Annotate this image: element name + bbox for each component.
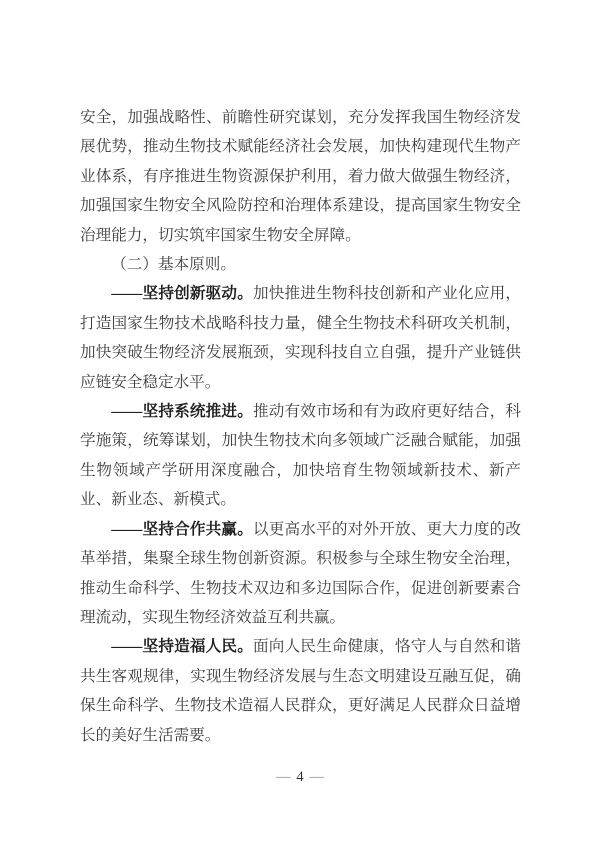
page-footer <box>0 766 600 788</box>
body-paragraph-continuation: 安全，加强战略性、前瞻性研究谋划，充分发挥我国生物经济发展优势，推动生物技术赋能经济社会发展，加快构建现代生物产业体系，有序推进生物资源保护利用，着力做大做强生物经济，加强国家生物安全风险防控和治理体系建设，提高国家生物安全治理能力，切实筑牢国家生物安全屏障。 <box>80 109 521 244</box>
principle-lead-innovation: ——坚持创新驱动。 <box>111 285 253 303</box>
principle-paragraph-people <box>80 632 521 750</box>
principle-text-innovation: 加快推进生物科技创新和产业化应用，打造国家生物技术战略科技力量，健全生物技术科研攻关机制，加快突破生物经济发展瓶颈，实现科技自立自强，提升产业链供应链安全稳定水平。 <box>80 285 521 391</box>
footer-dash-right: — <box>309 769 325 785</box>
principle-text-people: 面向人民生命健康，恪守人与自然和谐共生客观规律，实现生物经济发展与生态文明建设互融互促，确保生命科学、生物技术造福人民群众，更好满足人民群众日益增长的美好生活需要。 <box>80 638 521 744</box>
principle-paragraph-systematic <box>80 397 521 515</box>
page-number: 4 <box>296 769 304 785</box>
principle-lead-cooperation: ——坚持合作共赢。 <box>111 520 253 538</box>
principle-paragraph-cooperation <box>80 515 521 633</box>
principle-paragraph-innovation <box>80 279 521 397</box>
principle-text-cooperation: 以更高水平的对外开放、更大力度的改革举措，集聚全球生物创新资源。积极参与全球生物安全治理，推动生命科学、生物技术双边和多边国际合作，促进创新要素合理流动，实现生物经济效益互利共赢。 <box>80 520 521 626</box>
principle-lead-people: ——坚持造福人民。 <box>111 638 253 656</box>
section-heading: （二）基本原则。 <box>111 256 236 274</box>
principle-lead-systematic: ——坚持系统推进。 <box>111 403 253 421</box>
principle-text-systematic: 推动有效市场和有为政府更好结合，科学施策，统筹谋划，加快生物技术向多领域广泛融合赋能，加强生物领域产学研用深度融合，加快培育生物领域新技术、新产业、新业态、新模式。 <box>80 403 521 509</box>
document-body <box>80 103 521 750</box>
footer-dash-left: — <box>275 769 291 785</box>
